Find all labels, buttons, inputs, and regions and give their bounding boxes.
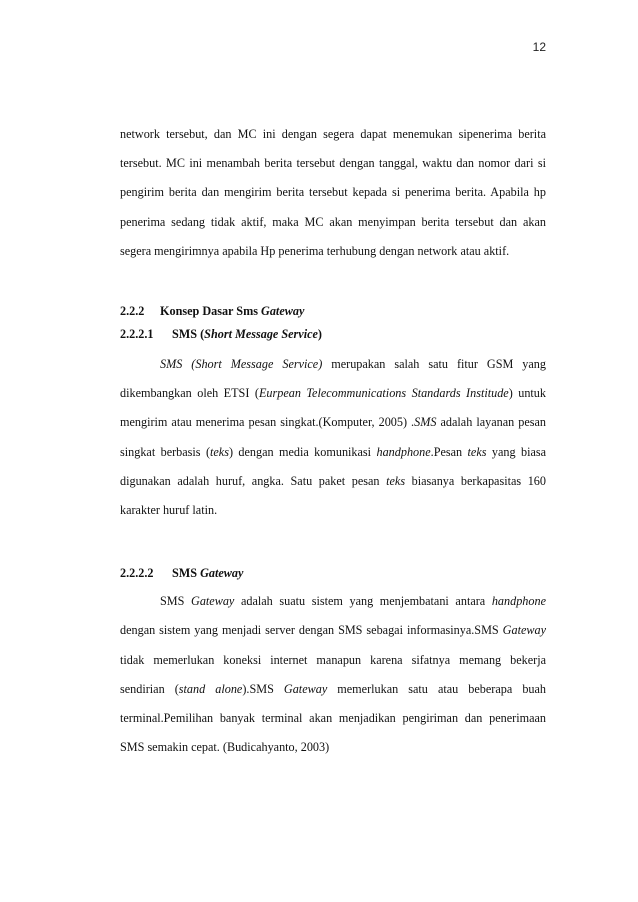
heading-number: 2.2.2	[120, 304, 145, 319]
heading-title-italic: Gateway	[200, 566, 244, 581]
heading-title-italic: Gateway	[261, 304, 305, 319]
paragraph-mc-description: network tersebut, dan MC ini dengan segera dapat menemukan sipenerima berita tersebut. MC ini menambah berita tersebut dengan tanggal, waktu dan nomor dari si pengirim berita dan mengirim berita tersebut kepada si penerima berita. Apabila hp penerima sedang tidak aktif, maka MC akan menyimpan berita tersebut dan akan segera mengirimnya apabila Hp penerima terhubung dengan network atau aktif.	[120, 127, 546, 258]
heading-title: Konsep Dasar Sms	[160, 304, 262, 319]
heading-title: SMS	[172, 566, 201, 581]
page-number: 12	[532, 40, 546, 54]
heading-2-2-2	[120, 301, 546, 321]
heading-title: SMS (	[172, 327, 205, 342]
heading-title-italic: Short Message Service	[204, 327, 318, 342]
document-body	[120, 120, 546, 762]
heading-number: 2.2.2.2	[120, 566, 154, 581]
paragraph-sms-definition: SMS (Short Message Service) merupakan salah satu fitur GSM yang dikembangkan oleh ETSI (Eurpean Telecommunications Standards Institude) untuk mengirim atau menerima pesan singkat.(Komputer, 2005) .SMS adalah layanan pesan singkat berbasis (teks) dengan media komunikasi handphone.Pesan teks yang biasa digunakan adalah huruf, angka. Satu paket pesan teks biasanya berkapasitas 160 karakter huruf latin.	[120, 357, 547, 518]
paragraph-sms-gateway: SMS Gateway adalah suatu sistem yang menjembatani antara handphone dengan sistem yang menjadi server dengan SMS sebagai informasinya.SMS Gateway tidak memerlukan koneksi internet manapun karena sifatnya memang bekerja sendirian (stand alone).SMS Gateway memerlukan satu atau beberapa buah terminal.Pemilihan banyak terminal akan menjadikan pengiriman dan penerimaan SMS semakin cepat. (Budicahyanto, 2003)	[120, 594, 547, 755]
heading-title-close: )	[317, 327, 322, 342]
heading-number: 2.2.2.1	[120, 327, 154, 342]
heading-2-2-2-2	[120, 563, 546, 583]
heading-2-2-2-1	[120, 324, 546, 344]
